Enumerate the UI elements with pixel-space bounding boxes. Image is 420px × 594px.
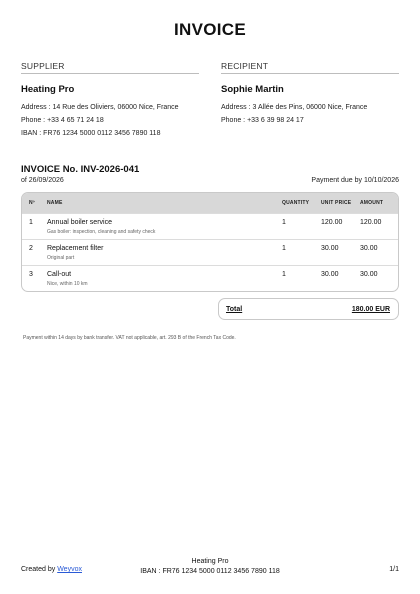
row-unit-price: 120.00 (321, 219, 343, 226)
row-amount: 30.00 (360, 271, 378, 278)
total-value: 180.00 EUR (351, 306, 390, 313)
supplier-phone: Phone : +33 4 65 71 24 18 (21, 117, 104, 124)
invoice-number: INVOICE No. INV-2026-041 (21, 164, 140, 175)
table-header (22, 193, 398, 213)
footer-iban: IBAN : FR76 1234 5000 0112 3456 7890 118 (140, 568, 280, 575)
recipient-address: Address : 3 Allée des Pins, 06000 Nice, France (221, 104, 368, 111)
header-amount: AMOUNT (360, 200, 384, 206)
row-quantity: 1 (282, 219, 286, 226)
row-number: 3 (29, 271, 33, 278)
payment-terms-note: Payment within 14 days by bank transfer. VAT not applicable, art. 293 B of the French Tax Code. (23, 335, 236, 341)
row-quantity: 1 (282, 245, 286, 252)
table-row (22, 265, 398, 291)
row-number: 2 (29, 245, 33, 252)
row-name: Call-out (47, 271, 72, 278)
payment-due-date: Payment due by 10/10/2026 (311, 177, 399, 184)
row-description: Gas boiler: inspection, cleaning and safety check (47, 229, 156, 235)
supplier-address: Address : 14 Rue des Oliviers, 06000 Nice, France (21, 104, 179, 111)
row-quantity: 1 (282, 271, 286, 278)
supplier-heading: SUPPLIER (21, 61, 199, 74)
table-row (22, 239, 398, 265)
row-amount: 30.00 (360, 245, 378, 252)
row-description: Nice, within 10 km (47, 281, 88, 287)
footer-company-name: Heating Pro (191, 558, 229, 565)
total-label: Total (226, 306, 243, 313)
row-name: Annual boiler service (47, 219, 112, 226)
invoice-title: INVOICE (173, 20, 246, 39)
row-unit-price: 30.00 (321, 245, 339, 252)
table-row (22, 213, 398, 239)
line-items-table (21, 192, 399, 292)
row-unit-price: 30.00 (321, 271, 339, 278)
invoice-date: of 26/09/2026 (21, 177, 64, 184)
footer-credit (21, 566, 82, 573)
recipient-heading: RECIPIENT (221, 61, 399, 74)
row-name: Replacement filter (47, 245, 104, 252)
recipient-phone: Phone : +33 6 39 98 24 17 (221, 117, 304, 124)
header-number: Nº (29, 200, 35, 206)
supplier-iban: IBAN : FR76 1234 5000 0112 3456 7890 118 (21, 130, 161, 137)
recipient-name: Sophie Martin (221, 84, 284, 95)
footer-created-by: Created by (21, 566, 56, 573)
supplier-block (21, 61, 199, 137)
page-number: 1/1 (389, 566, 399, 573)
header-quantity: QUANTITY (282, 200, 310, 206)
total-box (218, 298, 399, 320)
row-amount: 120.00 (360, 219, 382, 226)
footer-brand-link[interactable]: Weyvox (57, 566, 82, 573)
header-name: NAME (47, 200, 63, 206)
header-unit-price: UNIT PRICE (321, 200, 352, 206)
row-number: 1 (29, 219, 33, 226)
row-description: Original part (47, 255, 75, 261)
supplier-name: Heating Pro (21, 84, 75, 95)
recipient-block (221, 61, 399, 124)
